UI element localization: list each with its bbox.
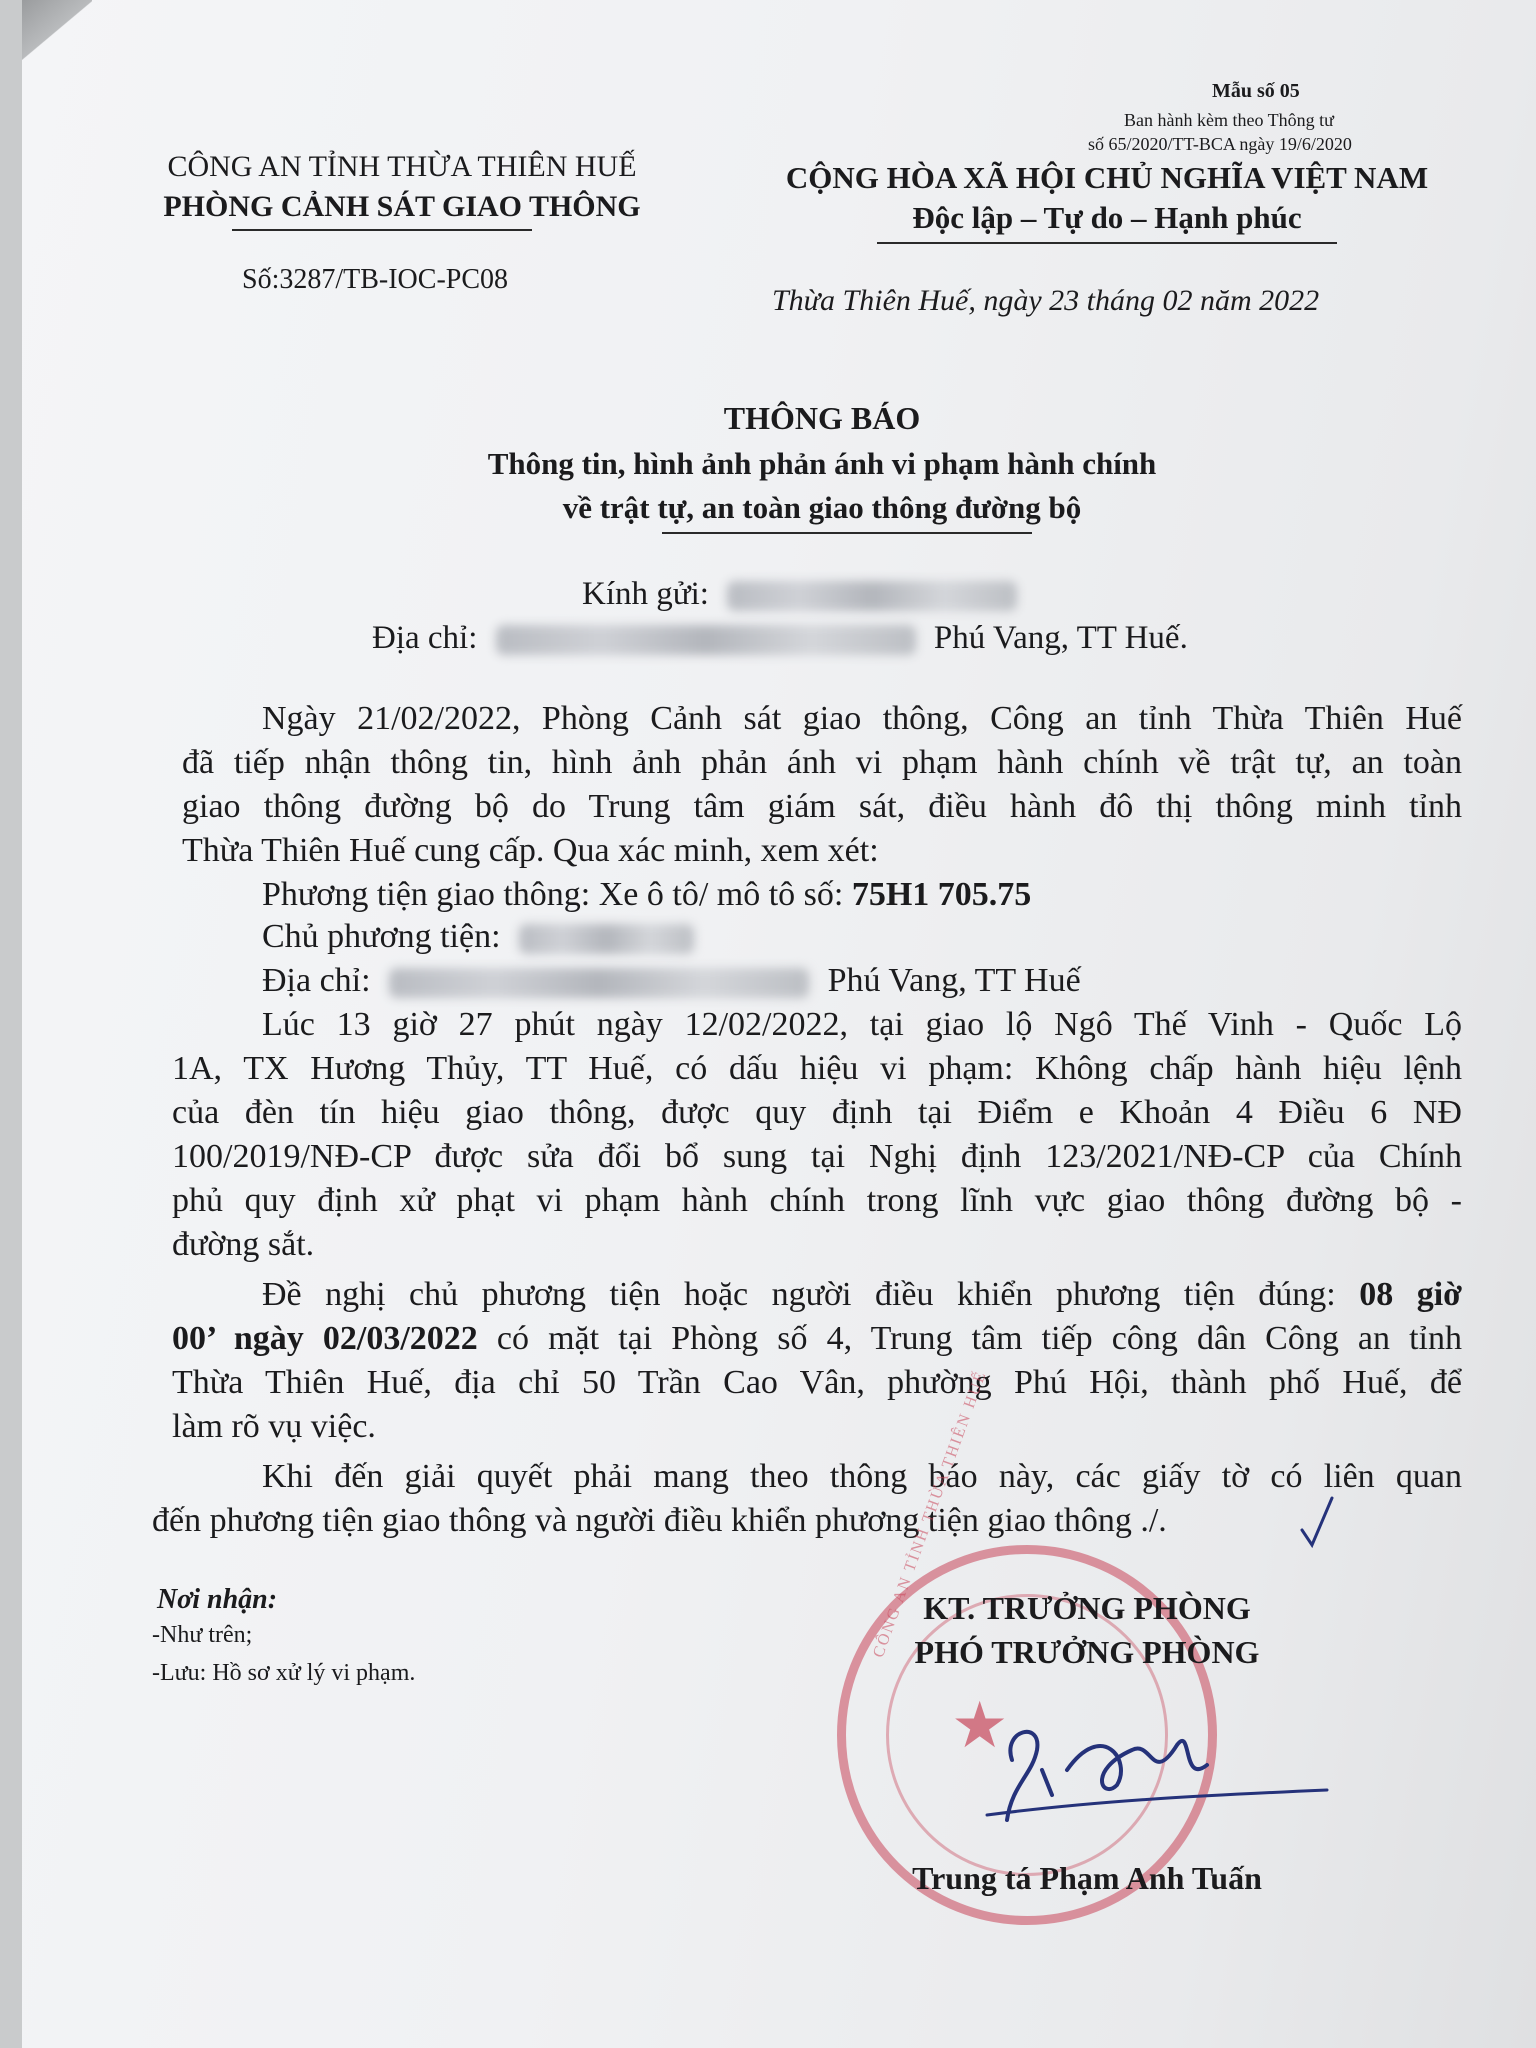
document-number: Số:3287/TB-IOC-PC08 [242, 264, 509, 295]
body-line [262, 1276, 1462, 1314]
body-line [262, 1458, 1462, 1496]
redacted-owner-name [519, 924, 694, 954]
body-line [172, 1050, 1462, 1088]
document-page [22, 0, 1536, 2048]
subtitle-line-2: về trật tự, an toàn giao thông đường bộ [562, 490, 1082, 525]
p3-l2-text: có mặt tại Phòng số 4, Trung tâm tiếp công dân Công an tỉnh [496, 1320, 1463, 1357]
vehicle-label: Phương tiện giao thông: Xe ô tô/ mô tô số: [262, 876, 844, 913]
appointment-date: 00’ ngày 02/03/2022 [172, 1320, 478, 1357]
form-issued-line-1: Ban hành kèm theo Thông tư [1124, 110, 1334, 130]
form-issued-line-2: số 65/2020/TT-BCA ngày 19/6/2020 [1088, 134, 1352, 154]
redacted-address [496, 625, 916, 655]
paragraph-4-line-2: đến phương tiện giao thông và người điều khiển phương tiện giao thông ./. [152, 1502, 1167, 1539]
body-line [172, 1182, 1462, 1220]
body-line [172, 1320, 1462, 1358]
body-line [262, 700, 1462, 738]
paragraph-2-line-3: của đèn tín hiệu giao thông, được quy định tại Điểm e Khoản 4 Điều 6 NĐ [172, 1094, 1462, 1131]
stamp-lettering: CÔNG AN TỈNH THỪA THIÊN HUẾ [870, 1368, 991, 1660]
paragraph-3-line-1 [262, 1276, 1462, 1314]
subtitle-underline [662, 532, 1032, 534]
body-line [262, 1006, 1462, 1044]
body-line [172, 1364, 1462, 1402]
paragraph-2-line-1: Lúc 13 giờ 27 phút ngày 12/02/2022, tại giao lộ Ngô Thế Vinh - Quốc Lộ [262, 1006, 1462, 1043]
redacted-addressee-name [727, 581, 1017, 611]
agency-name: CÔNG AN TỈNH THỪA THIÊN HUẾ [167, 150, 637, 183]
owner-address-line [262, 962, 1536, 1000]
handwritten-signature [982, 1690, 1342, 1840]
paragraph-1-line-4: Thừa Thiên Huế cung cấp. Qua xác minh, xem xét: [182, 832, 879, 869]
recipients-title: Nơi nhận: [157, 1584, 278, 1615]
subtitle-line-1: Thông tin, hình ảnh phản ánh vi phạm hành chính [487, 446, 1157, 481]
signer-title-1: KT. TRƯỞNG PHÒNG [923, 1590, 1251, 1626]
appointment-time: 08 giờ [1359, 1276, 1462, 1313]
paragraph-4-line-1: Khi đến giải quyết phải mang theo thông báo này, các giấy tờ có liên quan [262, 1458, 1462, 1495]
vehicle-line [262, 876, 1536, 914]
document-title: THÔNG BÁO [723, 400, 921, 436]
owner-line [262, 918, 1536, 956]
redacted-owner-address [389, 968, 809, 998]
motto-underline [877, 242, 1337, 244]
owner-address-label: Địa chỉ: [262, 962, 371, 999]
paragraph-2-line-5: phủ quy định xử phạt vi phạm hành chính trong lĩnh vực giao thông đường bộ - [172, 1182, 1462, 1219]
star-icon: ★ [951, 1690, 1009, 1761]
owner-address-suffix: Phú Vang, TT Huế [827, 962, 1081, 999]
recipient-item: -Lưu: Hồ sơ xử lý vi phạm. [152, 1660, 416, 1686]
signer-title-2: PHÓ TRƯỞNG PHÒNG [914, 1634, 1260, 1670]
place-and-date: Thừa Thiên Huế, ngày 23 tháng 02 năm 2022 [772, 284, 1320, 317]
address-suffix: Phú Vang, TT Huế. [933, 620, 1188, 656]
paragraph-2-line-4: 100/2019/NĐ-CP được sửa đổi bổ sung tại Nghị định 123/2021/NĐ-CP của Chính [172, 1138, 1462, 1175]
paragraph-2-line-6: đường sắt. [172, 1226, 315, 1263]
body-line [172, 1094, 1462, 1132]
paragraph-2-line-2: 1A, TX Hương Thủy, TT Huế, có dấu hiệu vi phạm: Không chấp hành hiệu lệnh [172, 1050, 1462, 1087]
vehicle-plate: 75H1 705.75 [851, 876, 1032, 913]
form-code: Mẫu số 05 [1212, 80, 1300, 102]
department-underline [232, 229, 532, 231]
country-name: CỘNG HÒA XÃ HỘI CHỦ NGHĨA VIỆT NAM [785, 160, 1429, 195]
address-label: Địa chỉ: [372, 620, 478, 656]
addressee-line [582, 576, 1017, 613]
department-name: PHÒNG CẢNH SÁT GIAO THÔNG [163, 190, 641, 223]
paragraph-1-line-1: Ngày 21/02/2022, Phòng Cảnh sát giao thông, Công an tỉnh Thừa Thiên Huế [262, 700, 1462, 737]
paragraph-1-line-2: đã tiếp nhận thông tin, hình ảnh phản ánh vi phạm hành chính về trật tự, an toàn [182, 744, 1462, 781]
page-corner-fold [22, 0, 92, 60]
body-line [182, 744, 1462, 782]
paragraph-3-line-3: Thừa Thiên Huế, địa chỉ 50 Trần Cao Vân, phường Phú Hội, thành phố Huế, để [172, 1364, 1462, 1401]
signer-name: Trung tá Phạm Anh Tuấn [912, 1860, 1262, 1896]
recipient-item: -Như trên; [152, 1622, 253, 1648]
p3-l1-text: Đề nghị chủ phương tiện hoặc người điều khiển phương tiện đúng: [262, 1276, 1336, 1313]
paragraph-3-line-4: làm rõ vụ việc. [172, 1408, 376, 1445]
handwritten-checkmark [1292, 1490, 1342, 1550]
national-motto: Độc lập – Tự do – Hạnh phúc [912, 200, 1302, 235]
owner-label: Chủ phương tiện: [262, 918, 501, 955]
addressee-label: Kính gửi: [582, 576, 709, 612]
body-line [172, 1138, 1462, 1176]
body-line [182, 788, 1462, 826]
paragraph-3-line-2 [172, 1320, 1462, 1358]
addressee-address-line [372, 620, 1188, 657]
paragraph-1-line-3: giao thông đường bộ do Trung tâm giám sát, điều hành đô thị thông minh tỉnh [182, 788, 1462, 825]
